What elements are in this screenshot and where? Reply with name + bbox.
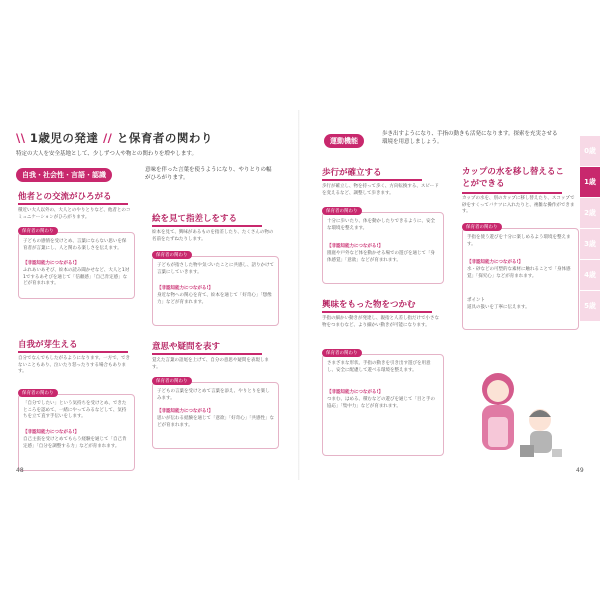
heading-underline — [322, 311, 432, 313]
box-tag: 保育者の関わり — [18, 227, 58, 235]
noncognitive-label: 【非認知能力につながる!】 — [327, 244, 383, 249]
section-body: 積近い大人以外の、大人とのやりとりなど、他者とのコミュニケーションがひろがります。 — [18, 208, 131, 220]
title-mark-left: \\ — [16, 131, 26, 145]
noncognitive-text: ふれあいあそび、絵本の読み聞かせなど、大人と1対1でするあそびを通じて「信頼感」「自己肯定感」などが育まれます。 — [23, 268, 130, 286]
title-word-1: 1歳児の発達 — [29, 131, 99, 145]
box-text: 子どもの感情を受けとめ、言葉にならない思いを保育者が言葉にし、人と関わる楽しさを伝えます。 — [23, 239, 127, 251]
box-text: さまざまな形状、手指の動きを引き出す遊びを用意し、安全に配慮して遊べる環境を整えます。 — [327, 361, 431, 373]
noncognitive-label: 【非認知能力につながる!】 — [23, 430, 79, 435]
note-label: ポイント — [467, 298, 485, 303]
note-text: 道具の扱いを丁寧に伝えます。 — [467, 305, 530, 310]
section-heading: 自我が芽生える — [18, 340, 78, 350]
box-text: 子どもが指さした物や気づいたことに共感し、語りかけて言葉にしていきます。 — [157, 263, 274, 275]
age-tab-label: 4歳 — [584, 271, 596, 279]
caregiver-box — [322, 351, 444, 456]
noncognitive-label: 【非認知能力につながる!】 — [23, 261, 79, 266]
noncognitive-text: 思いが伝わる経験を通じて「意欲」「好奇心」「共感性」などが育まれます。 — [157, 416, 274, 428]
caregiver-box — [152, 253, 279, 326]
page-title — [16, 130, 213, 146]
caregiver-box — [152, 379, 279, 449]
noncognitive-text: 身近な物への関心を育て、絵本を通じて「好奇心」「想像力」などが育まれます。 — [157, 293, 272, 305]
caregiver-box — [322, 209, 444, 284]
age-tab-1[interactable] — [580, 167, 600, 198]
box-tag: 保育者の関わり — [462, 223, 502, 231]
heading-underline — [152, 225, 262, 227]
section-heading: 他者との交流がひろがる — [18, 192, 112, 202]
caregiver-box — [18, 391, 135, 471]
box-tag: 保育者の関わり — [18, 389, 58, 397]
age-tab-label: 0歳 — [584, 147, 596, 155]
box-text: 手指を使う遊びを十分に楽しめるよう環境を整えます。 — [467, 235, 571, 247]
section-heading: 歩行が確立する — [322, 168, 382, 178]
left-page — [0, 110, 300, 480]
section-body: 歩行が確立し、物を持って歩く、方向転換する、スピードを変えるなど、調整して歩きます。 — [322, 184, 439, 196]
section-body: 自分でなんでもしたがるようになります。一方で、できないこともあり、泣いたり怒ったりする場合もあります。 — [18, 356, 131, 374]
box-text: 「自分でしたい」という気持ちを受けとめ、できたところを認めて、一緒にやってみるなどして、気持ちを立て直す手伝いをします。 — [23, 401, 127, 419]
box-text: 子どもの言葉を受けとめて言葉を添え、やりとりを楽しみます。 — [157, 389, 270, 401]
section-heading: 興味をもった物をつかむ — [322, 300, 416, 310]
section-body: 絵本を見て、興味があるものを指差したり、たくさんの物の名前をたずねたりします。 — [152, 230, 274, 242]
section-body: 手指の細かい動きが発達し、親指と人差し指だけで小さな物をつまむなど、より細かい動きが可能になります。 — [322, 316, 439, 328]
heading-underline — [462, 192, 562, 194]
lead-text: 特定の大人を安全基地として、少しずつ人や物との関わりを増やします。 — [16, 151, 197, 157]
caregiver-box — [18, 229, 135, 299]
page-number: 49 — [576, 467, 584, 474]
section-body: 覚えた言葉の語尾を上げて、自分の意思や疑問を表現します。 — [152, 358, 269, 370]
noncognitive-text: つまむ、はめる、積むなどの遊びを通じて「目と手の協応」「集中力」などが育まれます。 — [327, 397, 435, 409]
age-tab-3[interactable] — [580, 229, 600, 260]
age-tab-label: 3歳 — [584, 240, 596, 248]
age-tab-0[interactable] — [580, 136, 600, 167]
noncognitive-text: 水・砂などの可塑的な素材に触れることで「身体感覚」「探究心」などが育まれます。 — [467, 267, 571, 279]
heading-underline — [152, 353, 262, 355]
age-tab-5[interactable] — [580, 291, 600, 322]
box-tag: 保育者の関わり — [152, 251, 192, 259]
section-heading: カップの水を移し替えることができる — [462, 167, 564, 189]
category-badge: 運動機能 — [324, 134, 364, 148]
heading-underline — [18, 203, 128, 205]
noncognitive-text: 園庭や戸外など体を動かせる場での遊びを通じて「身体感覚」「意欲」などが育まれます。 — [327, 251, 435, 263]
heading-underline — [322, 179, 422, 181]
section-heading: 絵を見て指差しをする — [152, 214, 238, 224]
noncognitive-text: 自己主張を受けとめてもらう経験を通じて「自己肯定感」「自分を調整する力」などが育まれます。 — [23, 437, 127, 449]
category-desc: 歩き出すようになり、手指の動きも活発になります。探索を充実させる環境を用意しましょう。 — [382, 131, 558, 145]
age-tab-4[interactable] — [580, 260, 600, 291]
book-spread — [0, 110, 600, 480]
section-body: カップの水を、別のカップに移し替えたり、スコップで砂をすくってバケツに入れたりと、複雑な操作ができます。 — [462, 196, 575, 214]
section-heading: 意思や疑問を表す — [152, 342, 221, 352]
noncognitive-label: 【非認知能力につながる!】 — [467, 260, 523, 265]
box-tag: 保育者の関わり — [322, 207, 362, 215]
title-mark-mid: // — [102, 131, 113, 145]
noncognitive-label: 【非認知能力につながる!】 — [157, 286, 213, 291]
age-tab-2[interactable] — [580, 198, 600, 229]
caregiver-child-illustration — [460, 365, 570, 465]
noncognitive-label: 【非認知能力につながる!】 — [157, 409, 213, 414]
category-desc: 意味を伴った言葉を使うようになり、やりとりの幅がひろがります。 — [145, 167, 272, 181]
page-number: 48 — [16, 467, 24, 474]
box-tag: 保育者の関わり — [152, 377, 192, 385]
heading-underline — [18, 351, 128, 353]
box-text: 十分に歩いたり、体を動かしたりできるように、安全な環境を整えます。 — [327, 219, 435, 231]
age-tab-label: 1歳 — [584, 178, 596, 186]
title-word-2: と保育者の関わり — [116, 131, 213, 145]
category-badge: 自我・社会性・言語・認識 — [16, 168, 112, 182]
noncognitive-label: 【非認知能力につながる!】 — [327, 390, 383, 395]
box-tag: 保育者の関わり — [322, 349, 362, 357]
right-page — [300, 110, 600, 480]
caregiver-box — [462, 225, 579, 330]
age-tab-label: 5歳 — [584, 302, 596, 310]
age-tab-label: 2歳 — [584, 209, 596, 217]
